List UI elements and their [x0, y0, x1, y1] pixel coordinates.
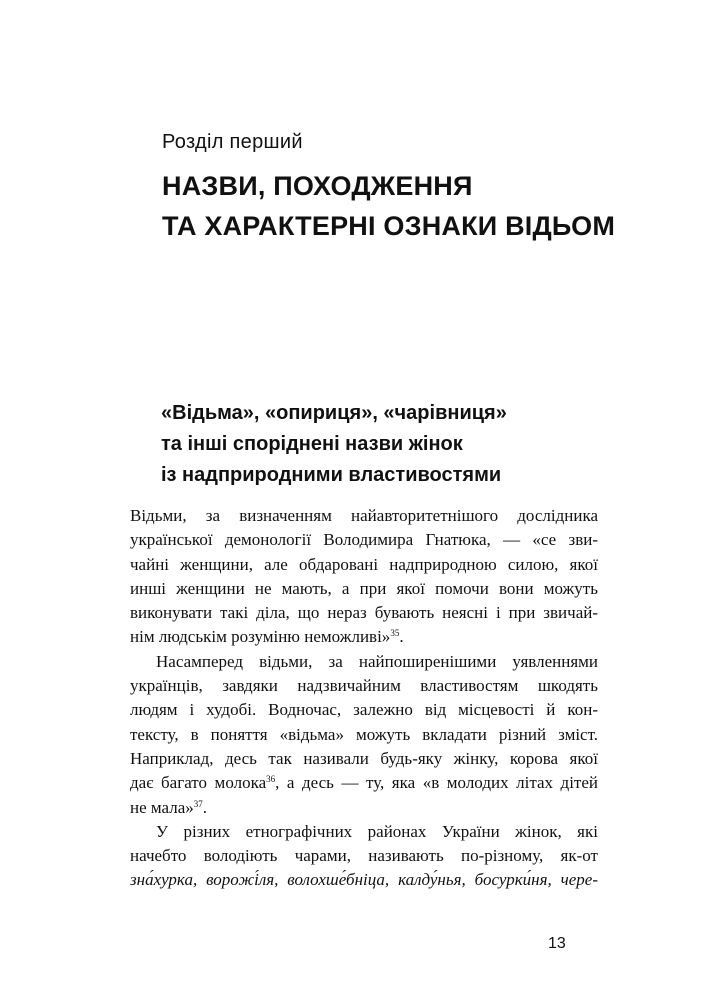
- text-fragment: , а десь — ту, яка «в молодих літах дітей: [275, 773, 598, 793]
- section-title-line: із надприродними властивостями: [161, 464, 502, 486]
- paragraph: [130, 820, 598, 893]
- text-line: инші женщини не мають, а при якої помочи вони можуть: [130, 578, 598, 598]
- footnote-ref[interactable]: 35: [390, 628, 400, 639]
- section-title-line: «Відьма», «опириця», «чарівниця»: [161, 402, 507, 424]
- chapter-title: [162, 166, 615, 246]
- text-line: [130, 771, 598, 795]
- text-line: тексту, в поняття «відьма» можуть вкладати різний зміст.: [130, 724, 598, 744]
- text-fragment: .: [202, 797, 208, 817]
- text-fragment: не мала»: [130, 797, 194, 817]
- text-line: Наприклад, десь так називали будь-яку жінку, корова якої: [130, 748, 598, 768]
- text-line: людям і худобі. Водночас, залежно від місцевості й кон-: [130, 700, 598, 720]
- text-line: чайні женщини, але обдаровані надприродною силою, якої: [130, 554, 598, 574]
- text-line: української демонології Володимира Гнатюка, — «се зви-: [130, 530, 598, 550]
- chapter-title-line: ТА ХАРАКТЕРНІ ОЗНАКИ ВІДЬОМ: [162, 211, 616, 241]
- folk-terms: зна́хурка, ворожі́ля, волохше́бніца, калду́нья, босурки́ня, чере-: [130, 870, 598, 890]
- page-number: 13: [548, 935, 566, 952]
- text-fragment: нім людськім розуміню неможливі»: [130, 627, 391, 647]
- text-fragment: дає багато молока: [130, 773, 267, 793]
- text-line: Відьми, за визначенням найавторитетнішого дослідника: [130, 506, 598, 525]
- text-line: Насамперед відьми, за найпоширенішими уявленнями: [156, 651, 598, 671]
- body-text: [130, 504, 598, 893]
- footnote-ref[interactable]: 37: [193, 798, 203, 809]
- text-line: українців, завдяки надзвичайним властивостям шкодять: [130, 676, 598, 696]
- paragraph: [130, 650, 598, 820]
- text-line: виконувати такі діла, що нераз бувають неясні і при звичай-: [130, 603, 598, 623]
- section-title-line: та інші споріднені назви жінок: [161, 433, 463, 455]
- text-line: начебто володіють чарами, називають по-різному, як-от: [130, 846, 598, 866]
- chapter-title-line: НАЗВИ, ПОХОДЖЕННЯ: [162, 171, 473, 201]
- paragraph: [130, 504, 598, 650]
- text-fragment: .: [399, 627, 404, 647]
- footnote-ref[interactable]: 36: [266, 774, 276, 785]
- chapter-label: Розділ перший: [162, 131, 303, 153]
- text-line: [130, 868, 598, 892]
- text-line: У різних етнографічних районах України жінок, які: [156, 821, 598, 841]
- text-line: [130, 625, 598, 649]
- section-title: [161, 398, 507, 491]
- text-line: [130, 796, 598, 820]
